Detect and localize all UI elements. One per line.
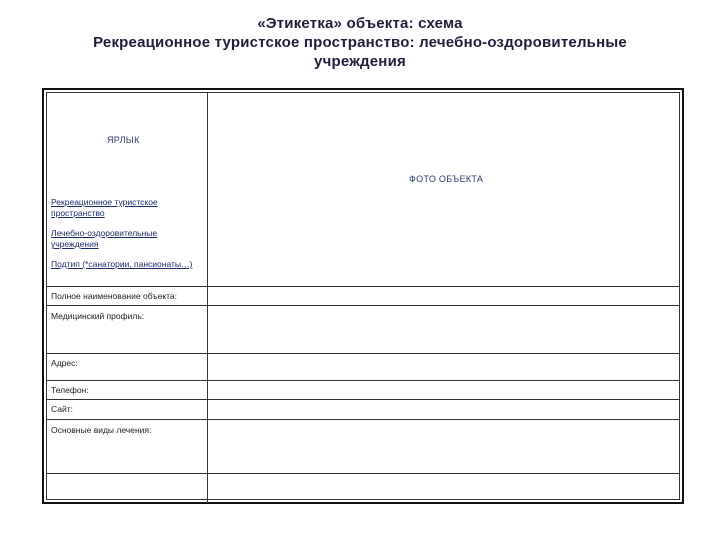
- row-site: [47, 400, 679, 420]
- cell-full-name-label: [47, 287, 208, 305]
- treatments-label: Основные виды лечения:: [51, 425, 152, 435]
- category-link-recreational-space[interactable]: Рекреационное туристское пространство: [51, 197, 158, 218]
- photo-placeholder: ФОТО ОБЪЕКТА: [409, 174, 484, 184]
- cell-phone-label: [47, 381, 208, 399]
- category-link-health-institutions[interactable]: Лечебно-оздоровительные учреждения: [51, 228, 158, 249]
- site-label: Сайт:: [51, 404, 73, 414]
- row-treatments: [47, 420, 679, 474]
- title-line-1: «Этикетка» объекта: схема: [257, 15, 463, 32]
- title-line-2: Рекреационное туристское пространство: лечебно-оздоровительные: [93, 34, 627, 51]
- profile-label: Медицинский профиль:: [51, 311, 145, 321]
- address-label: Адрес:: [51, 358, 78, 368]
- phone-label: Телефон:: [51, 385, 89, 395]
- label-card-frame: [42, 88, 684, 504]
- label-tag: ЯРЛЫК: [107, 135, 140, 145]
- row-address: [47, 354, 679, 381]
- cell-site-label: [47, 400, 208, 419]
- row-empty: [47, 474, 679, 503]
- top-section-border: [47, 93, 679, 287]
- cell-treatments-label: [47, 420, 208, 473]
- cell-empty: [47, 474, 208, 503]
- title-line-3: учреждения: [314, 53, 406, 70]
- page-title: [0, 14, 720, 71]
- label-card-grid: [46, 92, 680, 500]
- cell-address-label: [47, 354, 208, 380]
- category-link-subtype[interactable]: Подтип (*санатории, пансионаты…): [51, 259, 193, 269]
- row-phone: [47, 381, 679, 400]
- full-name-label: Полное наименование объекта:: [51, 291, 178, 301]
- cell-profile-label: [47, 306, 208, 353]
- row-medical-profile: [47, 306, 679, 354]
- row-full-name: [47, 287, 679, 306]
